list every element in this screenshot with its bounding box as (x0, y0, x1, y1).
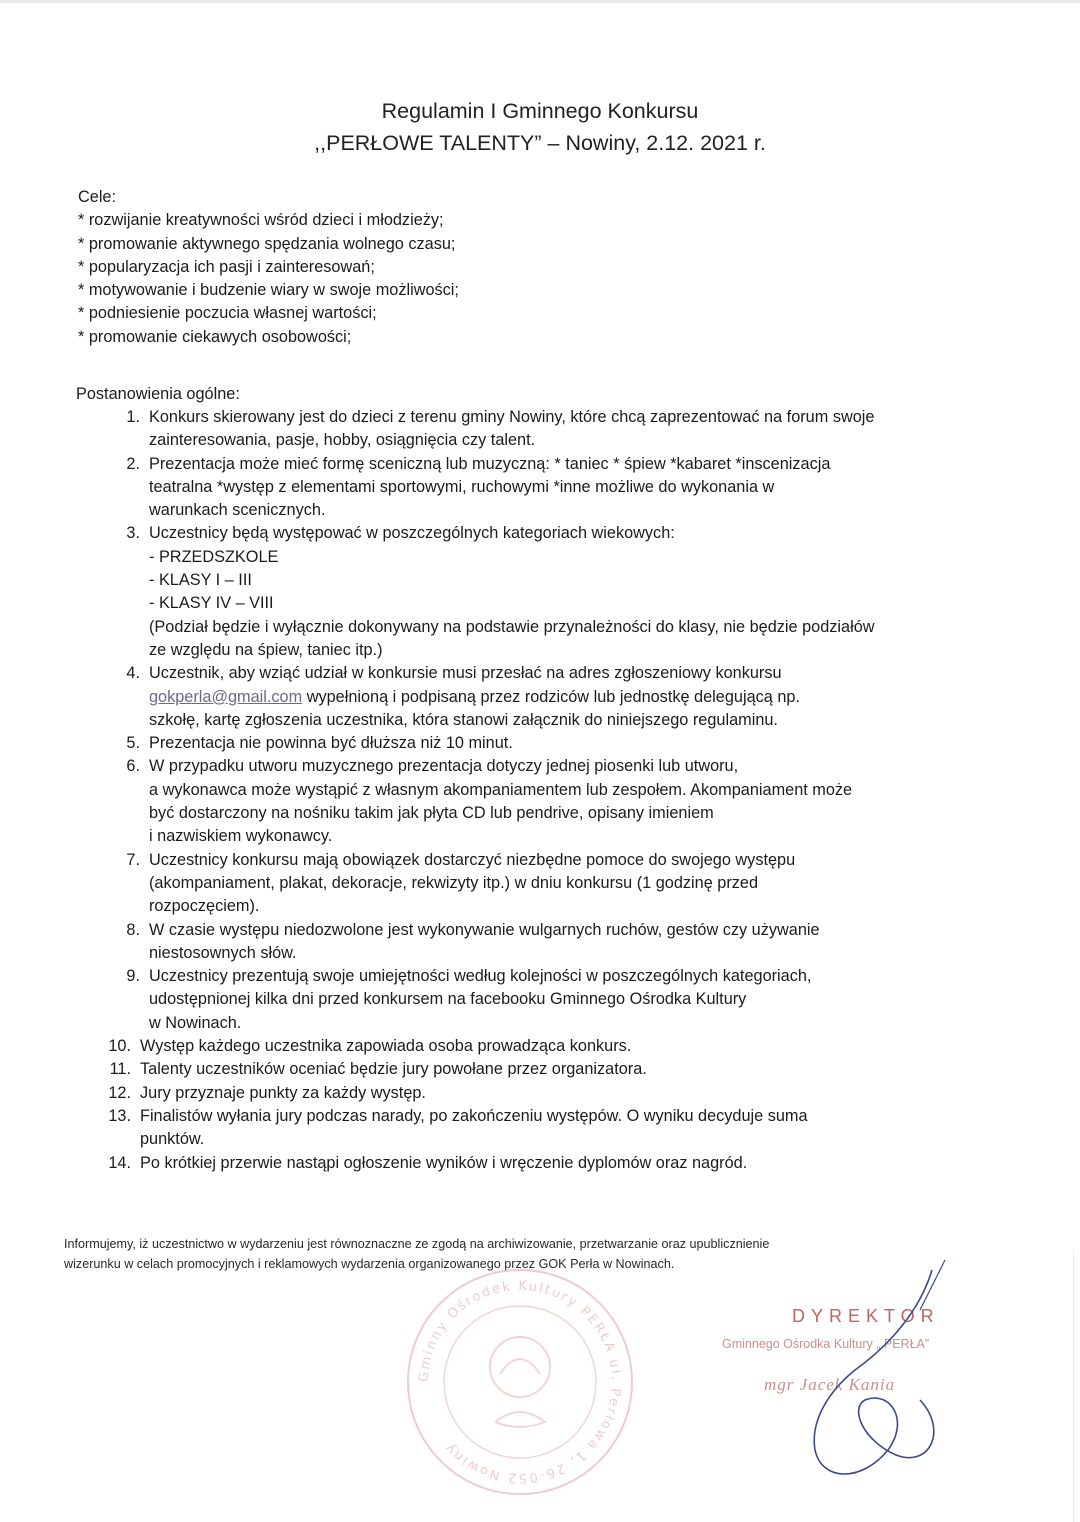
goal-item: * rozwijanie kreatywności wśród dzieci i młodzieży; (78, 211, 444, 230)
rule-line: (akompaniament, plakat, dekoracje, rekwizyty itp.) w dniu konkursu (1 godzinę przed (149, 873, 759, 892)
rule-text (131, 1105, 975, 1152)
rule-item (95, 1152, 975, 1175)
rule-text (140, 849, 975, 919)
rule-number: 13. (108, 1106, 131, 1125)
rule-number: 4. (126, 664, 140, 683)
rule-line (149, 686, 975, 709)
rule-line: rozpoczęciem). (149, 897, 260, 916)
rule-item (95, 919, 975, 966)
rule-line: Jury przyznaje punkty za każdy występ. (140, 1083, 426, 1102)
rule-number: 14. (108, 1153, 131, 1172)
rule-line: a wykonawca może wystąpić z własnym akompaniamentem lub zespołem. Akompaniament może (149, 780, 853, 799)
rule-line: (Podział będzie i wyłącznie dokonywany na podstawie przynależności do klasy, nie będzie podziałów (149, 617, 875, 636)
rule-line: niestosownych słów. (149, 943, 297, 962)
rule-line: Prezentacja nie powinna być dłuższa niż 10 minut. (149, 734, 513, 753)
goal-item: * popularyzacja ich pasji i zainteresowań; (78, 257, 375, 276)
rule-line: Konkurs skierowany jest do dzieci z terenu gminy Nowiny, które chcą zaprezentować na forum swoje (149, 408, 875, 426)
rule-number: 10. (108, 1037, 131, 1056)
rules-list (95, 406, 975, 1175)
rule-line: - KLASY IV – VIII (149, 594, 274, 613)
rule-number: 2. (126, 454, 140, 473)
rule-text (140, 755, 975, 848)
rule-line: W przypadku utworu muzycznego prezentacja dotyczy jednej piosenki lub utworu, (149, 757, 739, 776)
rule-text (140, 662, 975, 732)
rule-text (131, 1152, 975, 1175)
rule-text (140, 732, 975, 755)
rule-item (95, 453, 975, 523)
scan-edge (0, 0, 1080, 3)
rule-item (95, 965, 975, 1035)
notice-line: Informujemy, iż uczestnictwo w wydarzeniu jest równoznaczne ze zgodą na archiwizowanie, przetwarzanie oraz upublicznienie (64, 1237, 770, 1251)
rule-line: - KLASY I – III (149, 571, 252, 590)
rule-item (95, 732, 975, 755)
rule-item (95, 1105, 975, 1152)
rule-number: 6. (126, 757, 140, 776)
director-title: DYREKTOR (792, 1306, 940, 1326)
rule-line: Uczestnicy konkursu mają obowiązek dostarczyć niezbędne pomoce do swojego występu (149, 850, 796, 869)
rule-text (140, 406, 975, 453)
rule-number: 12. (108, 1083, 131, 1102)
rule-item (95, 1035, 975, 1058)
rule-line: W czasie występu niedozwolone jest wykonywanie wulgarnych ruchów, gestów czy używanie (149, 920, 820, 939)
rule-line: Prezentacja może mieć formę sceniczną lub muzyczną: * taniec * śpiew *kabaret *inscenizacja (149, 454, 831, 473)
rule-line: Uczestnicy prezentują swoje umiejętności według kolejności w poszczególnych kategoriach, (149, 967, 812, 986)
rule-item (95, 755, 975, 848)
rule-item (95, 522, 975, 662)
rule-line: Uczestnicy będą występować w poszczególnych kategoriach wiekowych: (149, 524, 675, 543)
rule-line: warunkach scenicznych. (149, 501, 326, 520)
rule-line-tail: wypełnioną i podpisaną przez rodziców lub jednostkę delegującą np. (302, 687, 800, 706)
rule-line: Finalistów wyłania jury podczas narady, po zakończeniu występów. O wyniku decyduje suma (140, 1106, 808, 1125)
rule-item (95, 1058, 975, 1081)
rule-text (140, 453, 975, 523)
rule-line: udostępnionej kilka dni przed konkursem na facebooku Gminnego Ośrodka Kultury (149, 990, 747, 1009)
rule-number: 9. (126, 967, 140, 986)
handwritten-signature (770, 1250, 970, 1490)
scan-edge-right (1073, 1250, 1074, 1522)
rule-text (131, 1035, 975, 1058)
rule-text (140, 522, 975, 662)
rule-number: 5. (126, 734, 140, 753)
document-subtitle: ,,PERŁOWE TALENTY” – Nowiny, 2.12. 2021 r. (314, 131, 766, 155)
rule-line: teatralna *występ z elementami sportowymi, ruchowymi *inne możliwe do wykonania w (149, 477, 775, 496)
director-name: mgr Jacek Kania (764, 1375, 896, 1394)
rule-line: szkołę, kartę zgłoszenia uczestnika, która stanowi załącznik do niniejszego regulaminu. (149, 710, 778, 729)
goal-item: * promowanie aktywnego spędzania wolnego czasu; (78, 234, 456, 253)
stamp-text: Gminny Ośrodek Kultury PERŁA ul. Perłowa 1, 26-052 Nowiny (416, 1278, 624, 1486)
svg-text:Gminny Ośrodek Kultury PERŁA u (417, 1279, 623, 1485)
notice-line: wizerunku w celach promocyjnych i reklamowych wydarzenia organizowanego przez GOK Perła w Nowinach. (64, 1257, 675, 1271)
rule-item (95, 406, 975, 453)
rule-text (140, 919, 975, 966)
rule-line: punktów. (140, 1130, 205, 1149)
rule-line: w Nowinach. (149, 1013, 242, 1032)
rule-number: 7. (126, 850, 140, 869)
goals-section (78, 186, 459, 349)
rule-text (140, 965, 975, 1035)
rule-line: być dostarczony na nośniku takim jak płyta CD lub pendrive, opisany imieniem (149, 804, 714, 823)
rule-line: Po krótkiej przerwie nastąpi ogłoszenie wyników i wręczenie dyplomów oraz nagród. (140, 1153, 748, 1172)
goals-heading: Cele: (78, 188, 117, 206)
rule-item (95, 849, 975, 919)
goal-item: * motywowanie i budzenie wiary w swoje możliwości; (78, 281, 459, 300)
rule-line: Talenty uczestników oceniać będzie jury powołane przez organizatora. (140, 1060, 647, 1079)
rule-text (131, 1082, 975, 1105)
rule-item (95, 662, 975, 732)
rule-line: Uczestnik, aby wziąć udział w konkursie musi przesłać na adres zgłoszeniowy konkursu (149, 664, 782, 683)
rule-number: 1. (126, 408, 140, 426)
rule-text (131, 1058, 975, 1081)
contact-email-link[interactable]: gokperla@gmail.com (149, 687, 303, 706)
rule-number: 11. (109, 1060, 131, 1079)
goal-item: * promowanie ciekawych osobowości; (78, 327, 352, 346)
rule-number: 3. (126, 524, 140, 543)
rule-line: ze względu na śpiew, taniec itp.) (149, 640, 383, 659)
rule-line: Występ każdego uczestnika zapowiada osoba prowadząca konkurs. (140, 1037, 632, 1056)
rule-item (95, 1082, 975, 1105)
rule-number: 8. (126, 920, 140, 939)
official-stamp (400, 1262, 640, 1502)
rule-line: zainteresowania, pasje, hobby, osiągnięcia czy talent. (149, 431, 536, 450)
rules-heading: Postanowienia ogólne: (76, 385, 240, 403)
rule-line: i nazwiskiem wykonawcy. (149, 827, 333, 846)
director-organization: Gminnego Ośrodka Kultury „ PERŁA” (722, 1337, 930, 1351)
goal-item: * podniesienie poczucia własnej wartości; (78, 304, 377, 323)
document-title: Regulamin I Gminnego Konkursu (381, 99, 699, 123)
rule-line: - PRZEDSZKOLE (149, 547, 279, 566)
